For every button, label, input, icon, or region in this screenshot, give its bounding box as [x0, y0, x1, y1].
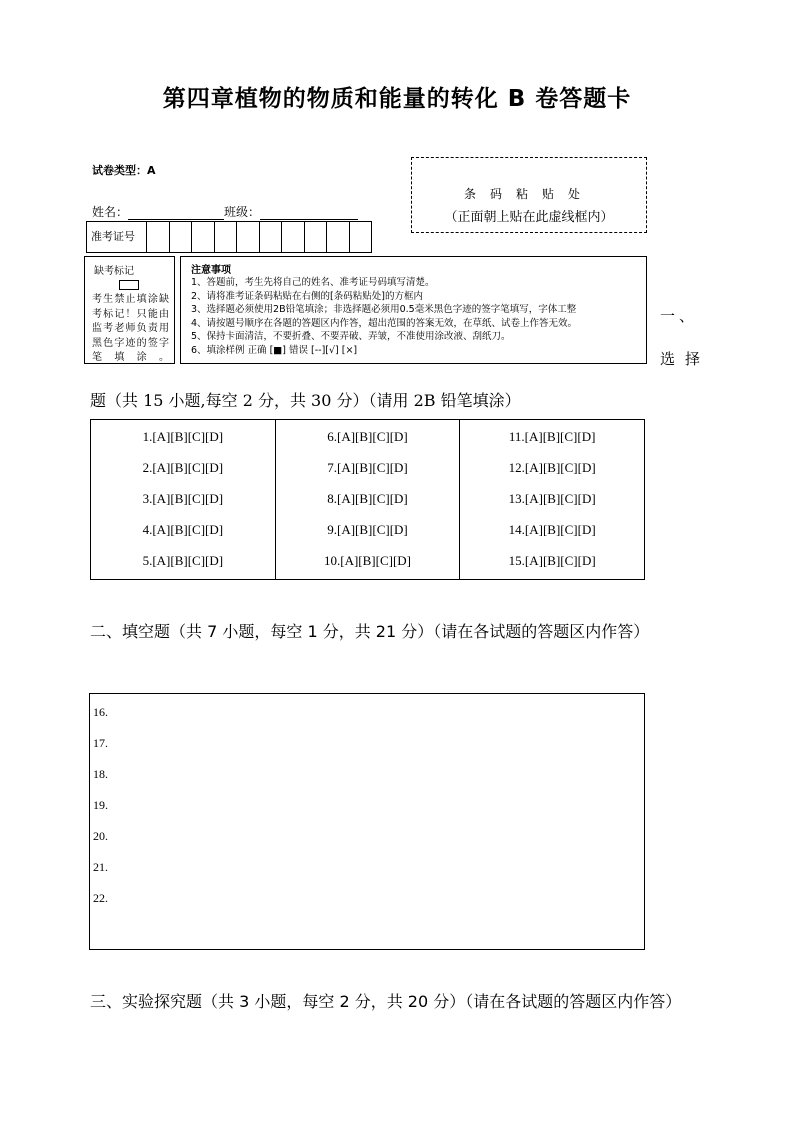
- ticket-digit-cell[interactable]: [327, 222, 350, 252]
- ticket-digit-cell[interactable]: [170, 222, 193, 252]
- class-label: 班级：: [224, 205, 261, 219]
- choice-item[interactable]: 13.[A][B][C][D]: [508, 491, 596, 506]
- notes-item: 3、选择题必须使用2B铅笔填涂；非选择题必须用0.5毫米黑色字迹的签字笔填写，字体工整: [191, 304, 577, 315]
- ticket-digit-cell[interactable]: [237, 222, 260, 252]
- class-field[interactable]: [260, 207, 358, 220]
- fill-item: 21.: [93, 860, 108, 874]
- choice-item[interactable]: 6.[A][B][C][D]: [327, 429, 408, 444]
- choice-item[interactable]: 9.[A][B][C][D]: [327, 522, 408, 537]
- section3-heading: 三、实验探究题（共 3 小题，每空 2 分，共 20 分）（请在各试题的答题区内作答）: [90, 992, 682, 1011]
- absent-mark-checkbox[interactable]: [119, 280, 139, 290]
- section1-heading-part-a: 一、: [660, 307, 699, 325]
- barcode-instruction: （正面朝上贴在此虚线框内）: [444, 210, 614, 225]
- ticket-digit-cell[interactable]: [260, 222, 283, 252]
- choice-column: [91, 420, 276, 579]
- choice-item[interactable]: 5.[A][B][C][D]: [142, 553, 224, 568]
- ticket-digit-cell[interactable]: [282, 222, 305, 252]
- fill-item: 16.: [93, 705, 108, 719]
- page-title: 第四章植物的物质和能量的转化 B 卷答题卡: [162, 86, 632, 112]
- ticket-digit-cell[interactable]: [350, 222, 372, 252]
- choice-item[interactable]: 15.[A][B][C][D]: [508, 553, 596, 568]
- section1-heading-part-c: 题（共 15 小题,每空 2 分，共 30 分）（请用 2B 铅笔填涂）: [90, 391, 521, 410]
- section2-heading: 二、填空题（共 7 小题，每空 1 分，共 21 分）（请在各试题的答题区内作答）: [90, 622, 650, 641]
- choice-item[interactable]: 1.[A][B][C][D]: [142, 429, 224, 444]
- absent-mark-heading: 缺考标记: [94, 266, 134, 277]
- fill-item: 22.: [93, 891, 108, 905]
- notes-item: 6、填涂样例 正确 [■] 错误 [--][√] [×]: [191, 344, 358, 356]
- multiple-choice-grid: [90, 419, 645, 580]
- choice-column: [276, 420, 461, 579]
- section1-heading-part-b: 选择: [660, 350, 711, 368]
- notes-item: 2、请将准考证条码粘贴在右侧的[条码粘贴处]的方框内: [191, 290, 423, 302]
- choice-column: [460, 420, 644, 579]
- ticket-number-row: [86, 221, 372, 253]
- notes-item: 5、保持卡面清洁，不要折叠、不要弄破、弄皱，不准使用涂改液、刮纸刀。: [191, 331, 511, 342]
- barcode-area: [411, 157, 647, 233]
- notes-box: [180, 256, 647, 364]
- fill-item: 20.: [93, 829, 108, 843]
- choice-item[interactable]: 7.[A][B][C][D]: [327, 460, 408, 475]
- absent-mark-box: [84, 256, 175, 364]
- choice-item[interactable]: 2.[A][B][C][D]: [142, 460, 224, 475]
- choice-item[interactable]: 11.[A][B][C][D]: [508, 429, 596, 444]
- choice-item[interactable]: 4.[A][B][C][D]: [142, 522, 224, 537]
- fill-item: 17.: [93, 736, 108, 750]
- barcode-title: 条码粘贴处: [463, 187, 594, 201]
- ticket-digit-cell[interactable]: [215, 222, 238, 252]
- absent-mark-text: 考生禁止填涂缺考标记！只能由监考老师负责用黑色字迹的签字笔填涂。: [92, 294, 169, 363]
- fill-item: 19.: [93, 798, 108, 812]
- fill-in-answer-area[interactable]: [89, 693, 645, 950]
- ticket-number-label: 准考证号: [87, 222, 147, 252]
- notes-heading: 注意事项: [191, 265, 231, 276]
- ticket-digit-cell[interactable]: [192, 222, 215, 252]
- notes-item: 1、答题前，考生先将自己的姓名、准考证号码填写清楚。: [191, 277, 435, 288]
- name-field[interactable]: [128, 207, 224, 220]
- choice-item[interactable]: 10.[A][B][C][D]: [324, 553, 412, 568]
- fill-item: 18.: [93, 767, 108, 781]
- exam-type: 试卷类型：A: [92, 164, 156, 177]
- name-label: 姓名：: [92, 205, 129, 219]
- choice-item[interactable]: 14.[A][B][C][D]: [508, 522, 596, 537]
- ticket-digit-cell[interactable]: [305, 222, 328, 252]
- choice-item[interactable]: 8.[A][B][C][D]: [327, 491, 408, 506]
- notes-item: 4、请按题号顺序在各题的答题区内作答，超出范围的答案无效，在草纸、试卷上作答无效。: [191, 317, 578, 329]
- choice-item[interactable]: 12.[A][B][C][D]: [508, 460, 596, 475]
- ticket-digit-cell[interactable]: [147, 222, 170, 252]
- choice-item[interactable]: 3.[A][B][C][D]: [142, 491, 224, 506]
- name-class-line: [92, 203, 358, 220]
